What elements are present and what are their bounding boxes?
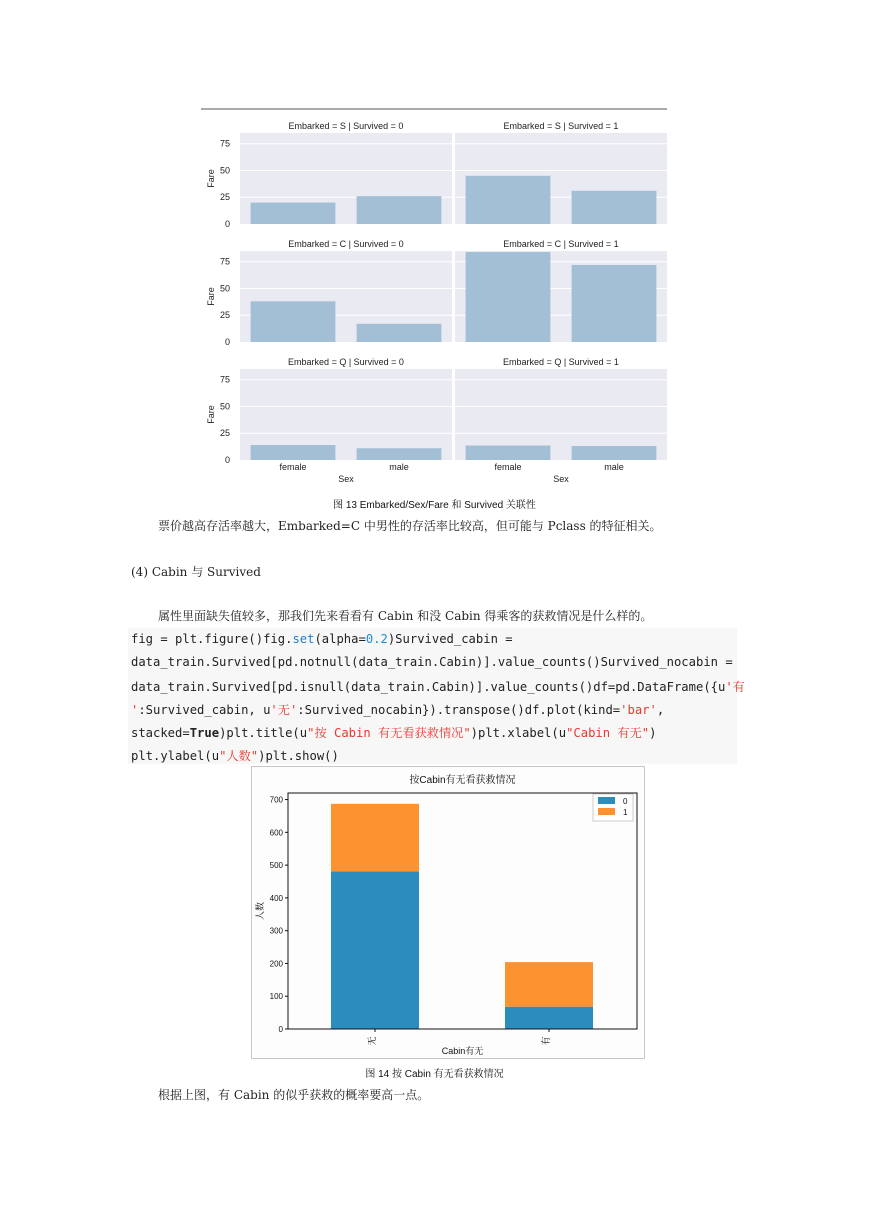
facet-bar-chart bbox=[195, 105, 675, 490]
code-block bbox=[128, 628, 745, 764]
y-tick-label: 75 bbox=[219, 256, 230, 267]
panel-title: Embarked = Q | Survived = 0 bbox=[288, 357, 404, 367]
legend-swatch bbox=[598, 808, 615, 815]
figure-13-caption: 图 13 Embarked/Sex/Fare 和 Survived 关联性 bbox=[333, 500, 536, 511]
panel-title: Embarked = S | Survived = 0 bbox=[288, 121, 404, 131]
y-tick-label: 0 bbox=[224, 455, 230, 465]
facet-panel bbox=[206, 239, 452, 347]
facet-panel bbox=[206, 121, 452, 229]
figure-14-caption: 图 14 按 Cabin 有无看获救情况 bbox=[365, 1069, 504, 1080]
paragraph-fare-conclusion: 票价越高存活率越大，Embarked=C 中男性的存活率比较高，但可能与 Pclass 的特征相关。 bbox=[158, 519, 662, 533]
bar-survived-1 bbox=[331, 804, 419, 872]
bar-survived-0 bbox=[331, 871, 419, 1029]
legend-label: 0 bbox=[623, 797, 628, 806]
fare-bar-male bbox=[572, 265, 657, 342]
code-line-5: stacked=True)plt.title(u"按 Cabin 有无看获救情况")plt.xlabel(u"Cabin 有无") bbox=[131, 726, 657, 740]
paragraph-cabin-intro: 属性里面缺失值较多，那我们先来看看有 Cabin 和没 Cabin 得乘客的获救情况是什么样的。 bbox=[158, 609, 653, 623]
fare-bar-male bbox=[357, 324, 442, 342]
y-axis-label: Fare bbox=[206, 405, 216, 424]
y-axis-label: 人数 bbox=[255, 901, 265, 921]
y-tick-label: 700 bbox=[269, 795, 283, 805]
y-tick-label: 200 bbox=[269, 959, 283, 969]
y-tick-label: 500 bbox=[269, 861, 283, 871]
legend bbox=[593, 794, 633, 821]
x-tick-label: female bbox=[494, 462, 522, 472]
panel-title: Embarked = C | Survived = 1 bbox=[503, 239, 619, 249]
x-tick-label: 有 bbox=[541, 1036, 551, 1046]
bar-survived-1 bbox=[505, 962, 593, 1007]
y-tick-label: 600 bbox=[269, 828, 283, 838]
legend-swatch bbox=[598, 797, 615, 804]
x-axis-label: Cabin有无 bbox=[441, 1046, 484, 1056]
panel-title: Embarked = C | Survived = 0 bbox=[288, 239, 404, 249]
legend-label: 1 bbox=[623, 808, 628, 817]
y-tick-label: 75 bbox=[219, 138, 230, 149]
y-tick-label: 50 bbox=[219, 283, 230, 294]
y-tick-label: 25 bbox=[219, 428, 230, 439]
facet-panel bbox=[455, 357, 667, 484]
chart-title: 按Cabin有无看获救情况 bbox=[409, 775, 516, 786]
y-axis-label: Fare bbox=[206, 169, 216, 188]
y-tick-label: 0 bbox=[224, 219, 230, 229]
x-tick-label: male bbox=[389, 462, 409, 472]
facet-panel bbox=[455, 239, 667, 342]
x-axis-label: Sex bbox=[338, 474, 354, 484]
x-axis-label: Sex bbox=[553, 474, 569, 484]
y-tick-label: 0 bbox=[278, 1025, 283, 1034]
fare-bar-male bbox=[572, 191, 657, 224]
fare-bar-female bbox=[466, 446, 551, 460]
bar-survived-0 bbox=[505, 1007, 593, 1029]
cabin-stacked-bar-chart bbox=[251, 766, 645, 1060]
panel-title: Embarked = S | Survived = 1 bbox=[503, 121, 619, 131]
x-tick-label: 无 bbox=[367, 1036, 377, 1046]
y-tick-label: 75 bbox=[219, 374, 230, 385]
fare-bar-male bbox=[357, 448, 442, 460]
fare-bar-male bbox=[357, 196, 442, 224]
code-line-6: plt.ylabel(u"人数")plt.show() bbox=[131, 749, 339, 763]
code-line-1: fig = plt.figure()fig.set(alpha=0.2)Survived_cabin = bbox=[131, 632, 513, 646]
paragraph-cabin-conclusion: 根据上图，有 Cabin 的似乎获救的概率要高一点。 bbox=[158, 1088, 430, 1102]
fare-bar-female bbox=[251, 301, 336, 342]
fare-bar-female bbox=[466, 176, 551, 224]
y-tick-label: 400 bbox=[269, 893, 283, 903]
y-tick-label: 50 bbox=[219, 401, 230, 412]
y-tick-label: 50 bbox=[219, 165, 230, 176]
facet-panel bbox=[206, 357, 452, 484]
panel-title: Embarked = Q | Survived = 1 bbox=[503, 357, 619, 367]
fare-bar-male bbox=[572, 446, 657, 460]
y-tick-label: 25 bbox=[219, 310, 230, 321]
fare-bar-female bbox=[466, 252, 551, 342]
code-line-3: data_train.Survived[pd.isnull(data_train.Cabin)].value_counts()df=pd.DataFrame({u'有 bbox=[131, 680, 745, 694]
x-tick-label: male bbox=[604, 462, 624, 472]
x-tick-label: female bbox=[279, 462, 307, 472]
facet-panel bbox=[455, 121, 667, 224]
fare-bar-female bbox=[251, 445, 336, 460]
section-heading-cabin: (4) Cabin 与 Survived bbox=[131, 565, 261, 579]
y-axis-label: Fare bbox=[206, 287, 216, 306]
code-line-2: data_train.Survived[pd.notnull(data_train.Cabin)].value_counts()Survived_nocabin = bbox=[131, 655, 733, 669]
code-line-4: ':Survived_cabin, u'无':Survived_nocabin}).transpose()df.plot(kind='bar', bbox=[131, 703, 665, 717]
fare-bar-female bbox=[251, 203, 336, 224]
y-tick-label: 300 bbox=[269, 926, 283, 936]
y-tick-label: 25 bbox=[219, 192, 230, 203]
y-tick-label: 0 bbox=[224, 337, 230, 347]
y-tick-label: 100 bbox=[269, 992, 283, 1002]
